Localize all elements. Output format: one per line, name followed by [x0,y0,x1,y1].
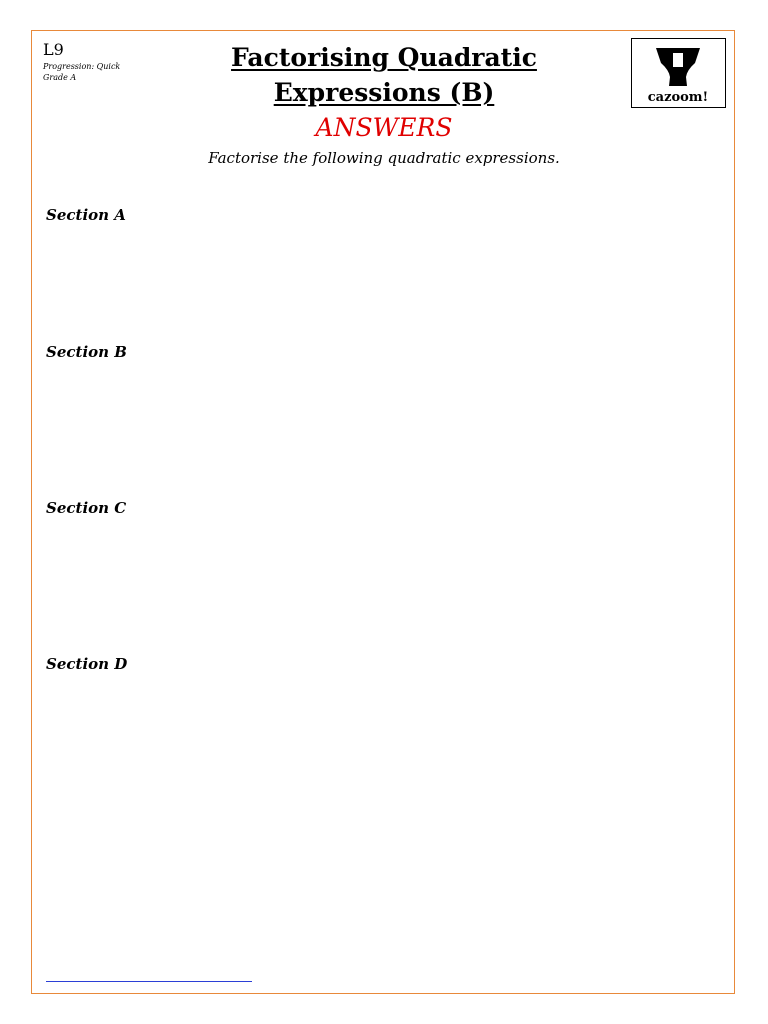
logo-text: cazoom! [647,90,709,105]
cazoom-logo [631,38,726,108]
progression-line-2: Grade A [43,73,77,82]
section-b-heading: Section B [46,343,127,361]
page-border [31,30,735,994]
title-line-1: Factorising Quadratic [231,43,537,72]
instruction-text: Factorise the following quadratic expressions. [208,149,560,167]
section-c-heading: Section C [46,499,127,517]
answers-label: ANSWERS [315,113,453,142]
level-code: L9 [43,40,64,59]
progression-note [43,61,133,83]
title-line-2: Expressions (B) [273,78,495,107]
worksheet-title [184,40,584,110]
footer-hyperlink-underline[interactable] [46,981,252,982]
section-d-heading: Section D [46,655,128,673]
djembe-drum-icon [632,39,724,91]
section-a-heading: Section A [46,206,126,224]
progression-line-1: Progression: Quick [43,62,121,71]
